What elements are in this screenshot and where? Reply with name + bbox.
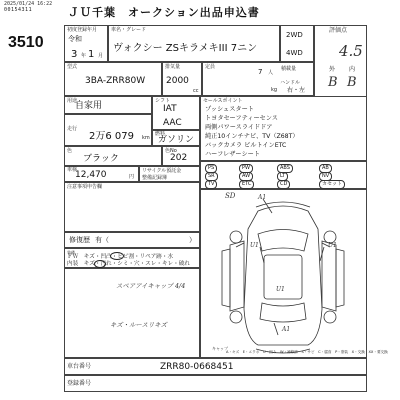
inspection-unit: 円: [129, 174, 135, 180]
fuel-cell: [152, 130, 200, 146]
mileage-value: 2万6 079: [89, 131, 134, 142]
grade-exterior: B: [347, 75, 357, 90]
model-cell: [64, 62, 162, 96]
circled-mark-stain: [94, 260, 106, 268]
equipment-label: 装備: [67, 250, 75, 255]
shift-value: IAT: [163, 104, 177, 114]
color-code-value: 202: [170, 153, 188, 163]
lot-number: 3510: [8, 34, 44, 51]
selling-points-cell: [200, 96, 367, 161]
equipment-cell: [64, 248, 200, 268]
registration-row: [64, 375, 367, 392]
color-code-cell: [162, 146, 200, 166]
repair-history-value: 有（: [95, 236, 109, 244]
usage-value: 自家用: [75, 101, 103, 111]
capacity-unit: 人: [268, 70, 274, 76]
document-title: ＪＵ千葉 オークション出品申込書: [68, 6, 260, 19]
chassis-label: 車台番号: [67, 363, 92, 370]
option-aw: AW: [239, 172, 253, 181]
capacity-value: 7: [258, 68, 263, 76]
capacity-cell: [202, 62, 314, 96]
diagram-mark-front: A1: [258, 194, 267, 201]
first-registration-label: 初度登録年月: [67, 27, 98, 33]
drive-cell: [280, 25, 314, 62]
options-cell: [200, 161, 367, 189]
record-label: 整備記録簿: [142, 175, 168, 181]
fuel-label: 燃料: [155, 131, 166, 137]
inspection-label: 車検: [67, 167, 78, 173]
inspection-cell: [64, 166, 139, 182]
selling-point-1: プッシュスタート: [205, 106, 254, 113]
option-ps: PS: [205, 164, 217, 173]
grade-interior: B: [328, 75, 338, 90]
displacement-cell: [162, 62, 202, 96]
shift-label: シフト: [155, 98, 171, 104]
usage-label: 用途: [67, 98, 78, 104]
option-cd: CD: [277, 180, 290, 189]
option-sr: SR: [205, 172, 218, 181]
handwritten-note-2: キズ・ルースリキズ: [110, 321, 167, 329]
capacity-label: 定員: [205, 64, 216, 70]
selling-point-2: トヨタセーフティーセンス: [205, 115, 278, 122]
notes-cell: [64, 182, 200, 232]
option-cassette: カセット: [319, 180, 345, 189]
chassis-row: [64, 358, 367, 375]
color-label: 色: [67, 148, 73, 154]
notes-label: 注意事項申告欄: [67, 184, 103, 190]
aircon-value: AAC: [163, 118, 182, 128]
recycle-cell: [139, 166, 200, 182]
mileage-unit: km: [142, 135, 150, 141]
option-etc: ETC: [239, 180, 254, 189]
diagram-mark-rear: A1: [282, 326, 291, 333]
drive-2wd: 2WD: [286, 31, 303, 39]
recycle-label: リサイクル預託金: [142, 168, 182, 174]
circled-mark-dent: [110, 252, 124, 260]
handwritten-note-1: スペアアイキャップ 4/4: [116, 282, 186, 290]
grade-score: 4.5: [339, 42, 363, 60]
option-ab: AB: [319, 164, 332, 173]
selling-point-3: 両側パワースライドドア: [205, 124, 273, 131]
selling-point-6: ハーフレザーシート: [205, 151, 261, 158]
option-nv: NV: [319, 172, 332, 181]
diagram-note-sd: SD: [225, 192, 236, 200]
car-name-label: 車名・グレード: [111, 27, 147, 33]
displacement-label: 排気量: [165, 64, 181, 70]
equipment-interior: 内装 キズ・汚れ・シミ・穴・スレ・キレ・破れ: [67, 261, 190, 267]
grade-exterior-label: 外: [329, 66, 336, 73]
color-cell: [64, 146, 162, 166]
handle-value: 右・左: [287, 87, 306, 94]
displacement-value: 2000: [166, 76, 189, 86]
registration-month: 1: [88, 49, 95, 60]
diagram-cap-label: キャップ: [212, 346, 228, 351]
color-code-label: 色No: [165, 148, 177, 154]
model-label: 型式: [67, 64, 78, 70]
chassis-value: ZRR80-0668451: [160, 362, 234, 372]
car-name-value: ヴォクシー ZSキラメキIII 7ニン: [113, 43, 258, 54]
registration-label: 登録番号: [67, 380, 92, 387]
handle-label: ハンドル: [280, 80, 301, 86]
load-unit: kg: [271, 87, 278, 93]
color-value: ブラック: [83, 154, 119, 164]
option-lt: LT: [277, 172, 288, 181]
equipment-fw: ＦＷ キズ・凹凸・ヒビ割・リペア跡・水: [67, 254, 174, 260]
selling-point-4: 純正10インチナビ、TV（Z68T）: [205, 133, 299, 140]
selling-point-5: バックカメラ ビルトインETC: [205, 142, 287, 149]
displacement-unit: cc: [193, 88, 199, 94]
registration-era: 令和: [68, 35, 82, 43]
fuel-value: ガソリン: [158, 135, 195, 145]
option-pw: PW: [239, 164, 253, 173]
option-tv: TV: [205, 180, 217, 189]
barcode-number: 00154311: [4, 7, 33, 13]
mileage-label: 走行: [67, 126, 78, 132]
shift-cell: [152, 96, 200, 130]
usage-cell: [64, 96, 152, 114]
diagram-mark-left: U1: [250, 242, 259, 249]
drive-4wd: 4WD: [286, 49, 303, 57]
registration-year: 3: [71, 49, 78, 60]
selling-points-label: セールスポイント: [203, 98, 243, 104]
diagram-mark-roof: U1: [276, 286, 285, 293]
grade-interior-label: 内: [349, 66, 356, 73]
fax-timestamp: 2025/01/24 16:22: [4, 1, 53, 7]
load-label: 積載量: [281, 66, 297, 72]
registration-month-unit: 月: [98, 53, 104, 59]
repair-history-close: ）: [189, 236, 196, 244]
damage-legend: A・キズ E・エクボ U・凹み W・補修跡 S・サビ C・腐食 P・塗装 X・交換 XX・要交換: [226, 350, 388, 354]
model-value: 3BA-ZRR80W: [85, 76, 146, 86]
inspection-value: 12,470: [75, 170, 107, 180]
car-name-cell: [108, 25, 280, 62]
repair-history-label: 修復歴: [69, 236, 90, 244]
registration-year-unit: 年: [81, 53, 87, 59]
option-abs: ABS: [277, 164, 293, 173]
diagram-mark-right: U1: [328, 242, 337, 249]
grade-box: [314, 25, 367, 97]
mileage-cell: [64, 114, 152, 146]
repair-history-cell: [64, 232, 200, 248]
grade-label: 評価点: [329, 27, 348, 34]
first-registration-cell: [64, 25, 108, 62]
